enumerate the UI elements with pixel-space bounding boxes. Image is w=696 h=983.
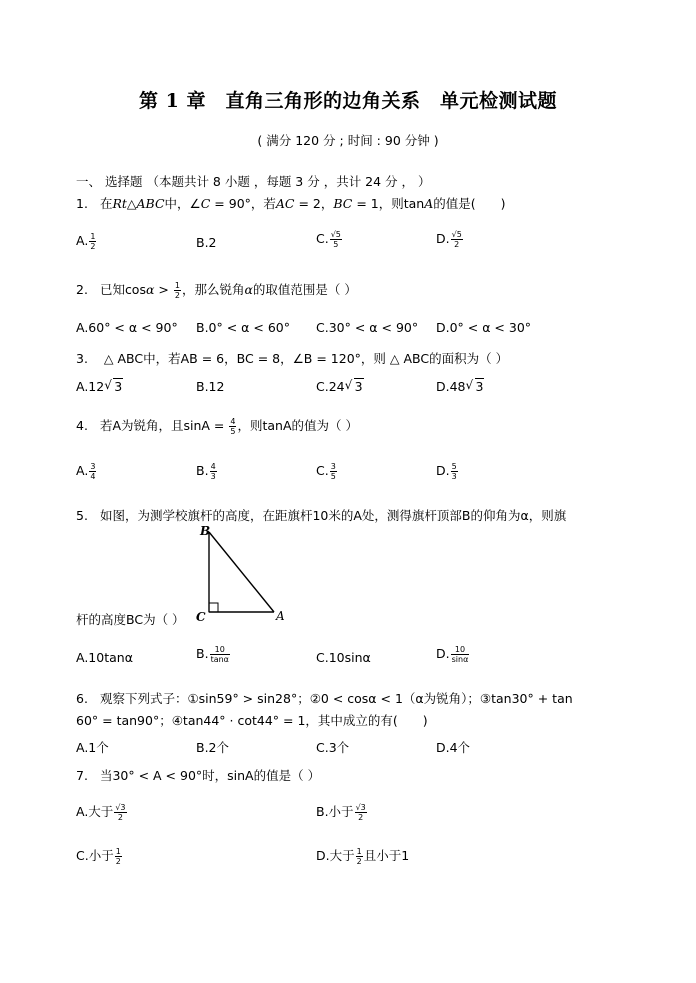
- q3-option-b[interactable]: B.12: [196, 379, 225, 394]
- q7-option-d[interactable]: D.大于 $\frac{1}{2}$ 且小于1: [316, 847, 410, 866]
- page-title: 第 1 章 直角三角形的边角关系 单元检测试题: [139, 90, 557, 112]
- q5-option-c[interactable]: C.10sinα: [316, 650, 371, 665]
- question-6-line-2: 60° = tan90°；④tan44° · cot44° = 1，其中成立的有( ): [76, 713, 428, 728]
- q3-option-a[interactable]: A.12√ 3: [76, 379, 123, 394]
- question-5-line-1: 5. 如图，为测学校旗杆的高度，在距旗杆10米的A处，测得旗杆顶部B的仰角为α，则旗: [76, 508, 567, 523]
- q6-option-d[interactable]: D.4个: [436, 740, 471, 755]
- q3-option-c[interactable]: C.24√ 3: [316, 379, 364, 394]
- q1-option-b[interactable]: B.2: [196, 235, 217, 250]
- q2-option-d[interactable]: D.0° < α < 30°: [436, 320, 532, 335]
- q7-option-a[interactable]: A.大于 $\frac{√3}{2}$: [76, 803, 126, 822]
- q6-option-a[interactable]: A.1个: [76, 740, 109, 755]
- q7-option-c[interactable]: C.小于 $\frac{1}{2}$: [76, 847, 121, 866]
- q1-option-d[interactable]: D. $\frac{√5}{2}$: [436, 230, 462, 249]
- section-heading: 一、 选择题 （本题共计 8 小题 ，每题 3 分 ，共计 24 分 ， ）: [76, 174, 431, 189]
- q5-option-b[interactable]: B. $\frac{10}{\tan\alpha}$: [196, 645, 229, 664]
- q6-option-c[interactable]: C.3个: [316, 740, 350, 755]
- flagpole-triangle-figure: [190, 522, 300, 626]
- question-4: 4. 若A为锐角，且sinA = $\frac{4}{5}$ ，则tanA的值为（ ）: [76, 417, 358, 436]
- question-3: 3. △ ABC中，若AB = 6，BC = 8，∠B = 120°，则 △ ABC的面积为（ ）: [76, 351, 509, 366]
- question-7: 7. 当30° < A < 90°时，sinA的值是（ ）: [76, 768, 321, 783]
- q1-option-c[interactable]: C. $\frac{√5}{5}$: [316, 230, 341, 249]
- vertex-b-label: B: [200, 524, 211, 538]
- q4-option-a[interactable]: A. $\frac{3}{4}$: [76, 462, 96, 481]
- question-6-line-1: 6. 观察下列式子：①sin59° > sin28°；②0 < cosα < 1（α为锐角）；③tan30° + tan: [76, 691, 573, 706]
- question-2: 2. 已知cosα > $\frac{1}{2}$ ，那么锐角α的取值范围是（ ）: [76, 281, 357, 300]
- question-1: 1. 在Rt△ABC中，∠C = 90°，若AC = 2，BC = 1，则tanA的值是( ): [76, 196, 506, 211]
- q5-option-a[interactable]: A.10tanα: [76, 650, 133, 665]
- q2-option-b[interactable]: B.0° < α < 60°: [196, 320, 290, 335]
- page-subtitle: ( 满分 120 分 ; 时间 : 90 分钟 ): [257, 133, 439, 148]
- q3-option-d[interactable]: D.48√ 3: [436, 379, 484, 394]
- q4-option-c[interactable]: C. $\frac{3}{5}$: [316, 462, 336, 481]
- q7-option-b[interactable]: B.小于 $\frac{√3}{2}$: [316, 803, 366, 822]
- side-ab: [209, 532, 274, 612]
- right-angle-mark: [209, 603, 218, 612]
- question-5-line-2: 杆的高度BC为（ ）: [76, 612, 185, 627]
- q4-option-d[interactable]: D. $\frac{5}{3}$: [436, 462, 457, 481]
- q6-option-b[interactable]: B.2个: [196, 740, 230, 755]
- vertex-a-label: A: [276, 609, 285, 623]
- q2-option-a[interactable]: A.60° < α < 90°: [76, 320, 178, 335]
- q4-option-b[interactable]: B. $\frac{4}{3}$: [196, 462, 216, 481]
- q1-option-a[interactable]: A. $\frac{1}{2}$: [76, 232, 96, 251]
- q2-option-c[interactable]: C.30° < α < 90°: [316, 320, 419, 335]
- vertex-c-label: C: [196, 610, 206, 624]
- q5-option-d[interactable]: D. $\frac{10}{\sin\alpha}$: [436, 645, 469, 664]
